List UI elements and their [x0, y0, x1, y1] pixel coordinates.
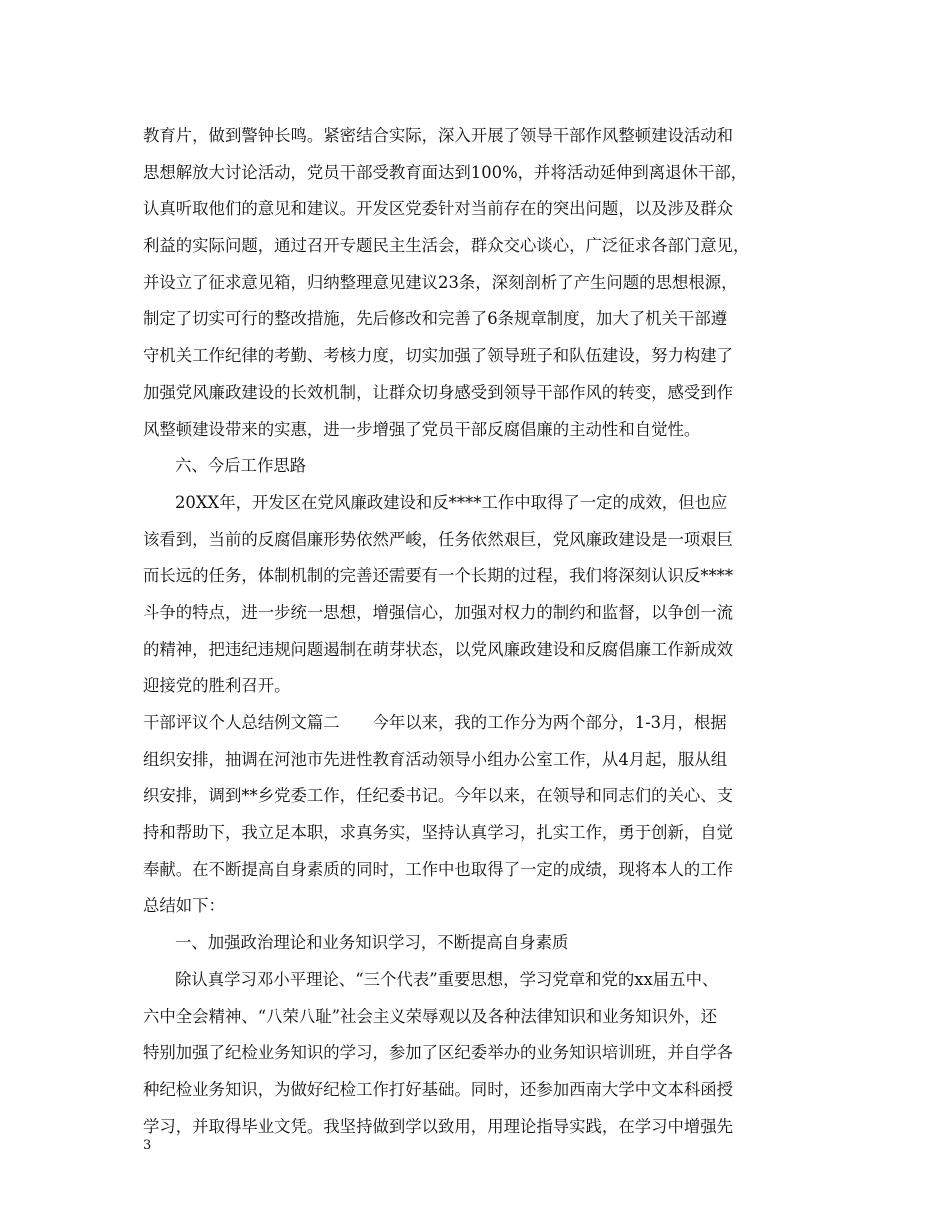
text-line: 持和帮助下，我立足本职，求真务实，坚持认真学习，扎实工作，勇于创新，自觉 [143, 823, 734, 843]
text-line: 迎接党的胜利召开。 [143, 676, 291, 696]
text-line: 总结如下： [143, 896, 225, 916]
article-title-line: 干部评议个人总结例文篇二 今年以来，我的工作分为两个部分，1-3月，根据 [143, 713, 727, 732]
text-line: 教育片，做到警钟长鸣。紧密结合实际，深入开展了领导干部作风整顿建设活动和 [143, 126, 734, 145]
text-line: 认真听取他们的意见和建议。开发区党委针对当前存在的突出问题，以及涉及群众 [143, 199, 734, 219]
document-body [143, 118, 809, 1145]
text-line: 奉献。在不断提高自身素质的同时，工作中也取得了一定的成绩，现将本人的工作 [143, 859, 734, 879]
text-line: 并设立了征求意见箱，归纳整理意见建议23条，深刻剖析了产生问题的思想根源， [143, 272, 738, 292]
text-line: 风整顿建设带来的实惠，进一步增强了党员干部反腐倡廉的主动性和自觉性。 [143, 419, 701, 439]
text-line: 制定了切实可行的整改措施，先后修改和完善了6条规章制度，加大了机关干部遵 [143, 309, 728, 329]
paragraph-first-line: 20XX年，开发区在党风廉政建设和反****工作中取得了一定的成效，但也应 [175, 492, 728, 512]
section-heading: 一、加强政治理论和业务知识学习，不断提高自身素质 [175, 933, 569, 953]
text-line: 组织安排，抽调在河池市先进性教育活动领导小组办公室工作，从4月起，服从组 [143, 749, 728, 769]
text-line: 加强党风廉政建设的长效机制，让群众切身感受到领导干部作风的转变，感受到作 [143, 382, 734, 402]
text-line: 的精神，把违纪违规问题遏制在萌芽状态，以党风廉政建设和反腐倡廉工作新成效 [143, 639, 734, 659]
text-line: 利益的实际问题，通过召开专题民主生活会，群众交心谈心，广泛征求各部门意见， [143, 236, 750, 256]
text-line: 而长远的任务，体制机制的完善还需要有一个长期的过程，我们将深刻认识反**** [143, 566, 734, 586]
text-line: 守机关工作纪律的考勤、考核力度，切实加强了领导班子和队伍建设，努力构建了 [143, 346, 734, 366]
section-heading: 六、今后工作思路 [175, 456, 307, 476]
text-line: 种纪检业务知识，为做好纪检工作打好基础。同时，还参加西南大学中文本科函授 [143, 1079, 734, 1099]
text-line: 织安排，调到**乡党委工作，任纪委书记。今年以来，在领导和同志们的关心、支 [143, 786, 734, 806]
text-line: 思想解放大讨论活动，党员干部受教育面达到100%，并将活动延伸到离退休干部， [143, 162, 748, 182]
text-line: 斗争的特点，进一步统一思想，增强信心，加强对权力的制约和监督，以争创一流 [143, 602, 734, 622]
text-line: 该看到，当前的反腐倡廉形势依然严峻，任务依然艰巨，党风廉政建设是一项艰巨 [143, 529, 734, 549]
text-line: 六中全会精神、“八荣八耻”社会主义荣辱观以及各种法律知识和业务知识外，还 [143, 1006, 718, 1026]
paragraph-first-line: 除认真学习邓小平理论、“三个代表”重要思想，学习党章和党的xx届五中、 [175, 969, 719, 989]
page-number: 3 [143, 1138, 152, 1153]
text-line: 学习，并取得毕业文凭。我坚持做到学以致用，用理论指导实践，在学习中增强先 [143, 1116, 734, 1136]
text-line: 特别加强了纪检业务知识的学习，参加了区纪委举办的业务知识培训班，并自学各 [143, 1043, 734, 1063]
